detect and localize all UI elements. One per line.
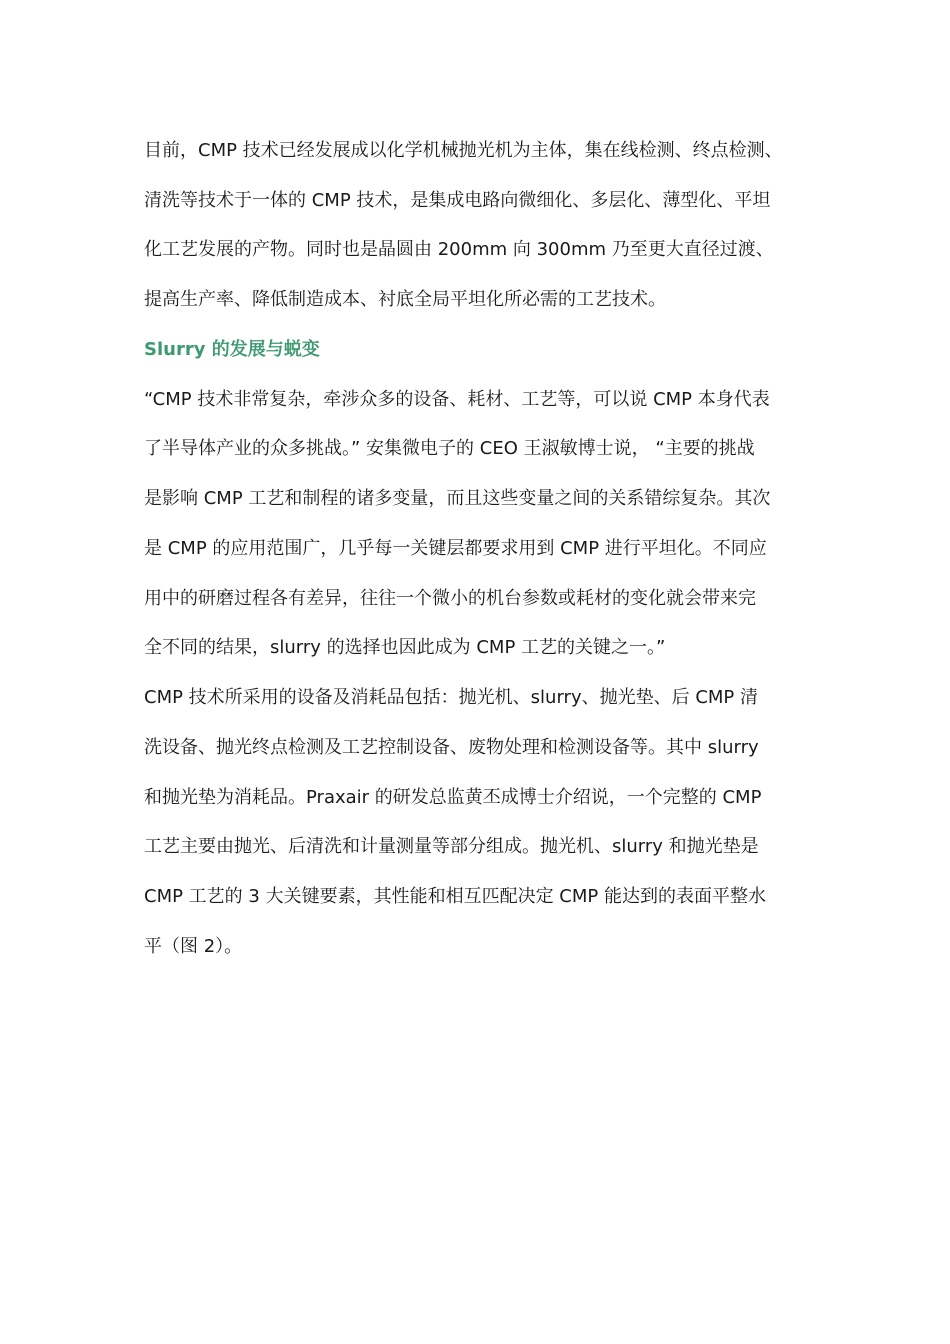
paragraph-line: CMP 工艺的 3 大关键要素，其性能和相互匹配决定 CMP 能达到的表面平整水 [144,886,766,907]
paragraph-line: 平（图 2）。 [144,936,243,957]
paragraph-line: 了半导体产业的众多挑战。” 安集微电子的 CEO 王淑敏博士说， “主要的挑战 [144,438,755,459]
paragraph-line: 全不同的结果，slurry 的选择也因此成为 CMP 工艺的关键之一。” [144,637,666,658]
paragraph-line: 化工艺发展的产物。同时也是晶圆由 200mm 向 300mm 乃至更大直径过渡、 [144,239,774,260]
paragraph-line: 目前，CMP 技术已经发展成以化学机械抛光机为主体，集在线检测、终点检测、 [144,140,783,161]
paragraph-line: “CMP 技术非常复杂，牵涉众多的设备、耗材、工艺等，可以说 CMP 本身代表 [144,389,770,410]
paragraph-line: 清洗等技术于一体的 CMP 技术，是集成电路向微细化、多层化、薄型化、平坦 [144,190,771,211]
section-heading: Slurry 的发展与蜕变 [144,339,320,360]
paragraph-line: 和抛光垫为消耗品。Praxair 的研发总监黄丕成博士介绍说，一个完整的 CMP [144,787,762,808]
paragraph-line: 工艺主要由抛光、后清洗和计量测量等部分组成。抛光机、slurry 和抛光垫是 [144,836,759,857]
paragraph-line: 提高生产率、降低制造成本、衬底全局平坦化所必需的工艺技术。 [144,289,666,310]
paragraph-line: 是影响 CMP 工艺和制程的诸多变量，而且这些变量之间的关系错综复杂。其次 [144,488,771,509]
paragraph-line: 用中的研磨过程各有差异，往往一个微小的机台参数或耗材的变化就会带来完 [144,588,756,609]
paragraph-line: CMP 技术所采用的设备及消耗品包括：抛光机、slurry、抛光垫、后 CMP 清 [144,687,758,708]
paragraph-line: 是 CMP 的应用范围广，几乎每一关键层都要求用到 CMP 进行平坦化。不同应 [144,538,767,559]
paragraph-line: 洗设备、抛光终点检测及工艺控制设备、废物处理和检测设备等。其中 slurry [144,737,759,758]
